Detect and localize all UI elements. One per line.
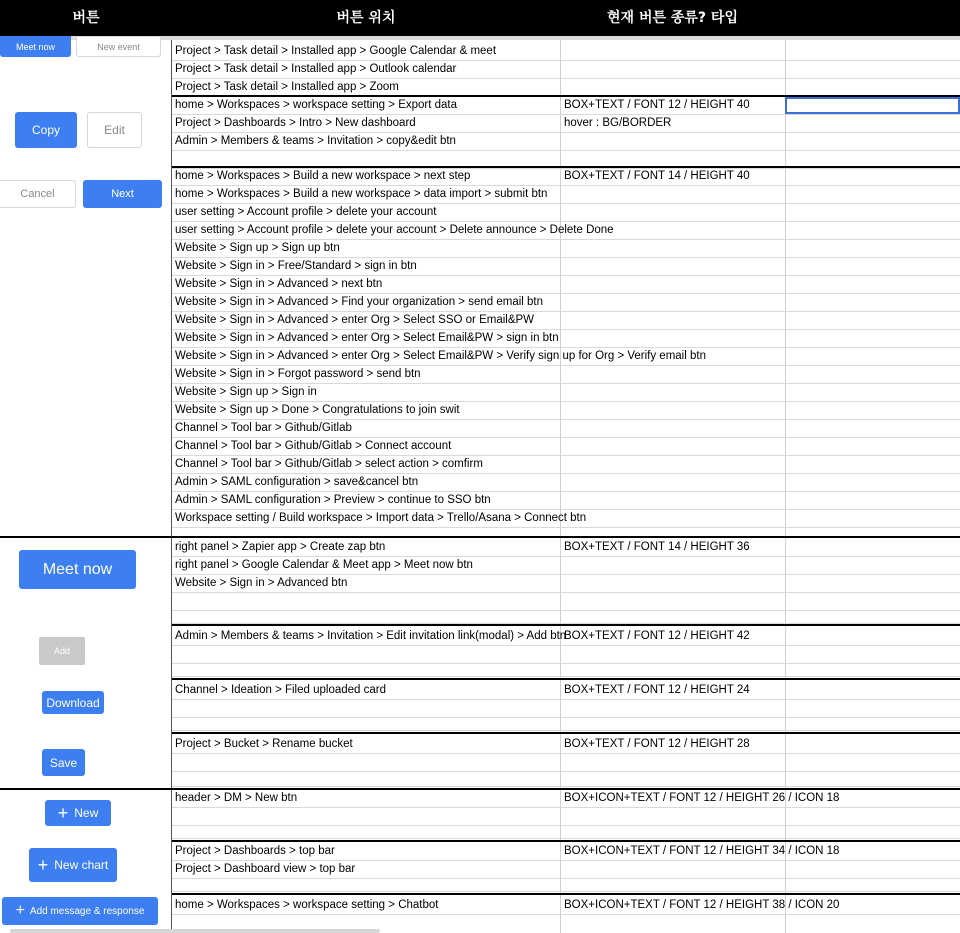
table-row: Website > Sign in > Advanced > enter Org > Select Email&PW > sign in btn — [172, 330, 960, 348]
table-row — [172, 754, 960, 772]
add-message-response-button[interactable] — [2, 897, 158, 925]
section-divider — [172, 732, 960, 734]
type-label: BOX+ICON+TEXT / FONT 12 / HEIGHT 26 / ICON 18 — [564, 792, 840, 804]
table-row — [172, 700, 960, 718]
table-row: right panel > Zapier app > Create zap btn BOX+TEXT / FONT 14 / HEIGHT 36 — [172, 539, 960, 557]
download-button[interactable]: Download — [42, 691, 104, 714]
table-row: home > Workspaces > Build a new workspace > data import > submit btn — [172, 186, 960, 204]
type-label: BOX+TEXT / FONT 12 / HEIGHT 42 — [564, 630, 750, 642]
table-row: header > DM > New btn BOX+ICON+TEXT / FONT 12 / HEIGHT 26 / ICON 18 — [172, 790, 960, 808]
section-divider — [172, 624, 960, 626]
type-label: BOX+TEXT / FONT 14 / HEIGHT 40 — [564, 170, 750, 182]
table-row — [172, 879, 960, 892]
cancel-button[interactable]: Cancel — [0, 180, 76, 208]
section-divider — [172, 678, 960, 680]
table-row: Channel > Tool bar > Github/Gitlab — [172, 420, 960, 438]
type-label: BOX+TEXT / FONT 12 / HEIGHT 40 — [564, 99, 750, 111]
table-row — [172, 611, 960, 624]
table-row: Project > Task detail > Installed app > Outlook calendar — [172, 61, 960, 79]
table-row: Project > Dashboard view > top bar — [172, 861, 960, 879]
header-type-column: 현재 버튼 종류? 타입 — [607, 10, 738, 26]
table-row: Website > Sign up > Done > Congratulations to join swit — [172, 402, 960, 420]
next-button[interactable]: Next — [83, 180, 162, 208]
table-row — [172, 593, 960, 611]
selected-cell[interactable] — [785, 97, 960, 114]
table-row — [172, 718, 960, 731]
table-row: home > Workspaces > workspace setting > Export data BOX+TEXT / FONT 12 / HEIGHT 40 — [172, 97, 960, 115]
meet-now-small-button[interactable]: Meet now — [0, 36, 71, 57]
section-divider — [172, 893, 960, 895]
add-message-button-label: Add message & response — [29, 905, 145, 917]
table-header — [0, 0, 960, 36]
new-button[interactable] — [45, 800, 111, 826]
table-row: Website > Sign in > Advanced > next btn — [172, 276, 960, 294]
type-label: BOX+TEXT / FONT 14 / HEIGHT 36 — [564, 541, 750, 553]
plus-icon: + — [37, 855, 49, 875]
table-row: home > Workspaces > Build a new workspace > next step BOX+TEXT / FONT 14 / HEIGHT 40 — [172, 168, 960, 186]
table-row: Channel > Ideation > Filed uploaded card BOX+TEXT / FONT 12 / HEIGHT 24 — [172, 682, 960, 700]
type-label: BOX+TEXT / FONT 12 / HEIGHT 28 — [564, 738, 750, 750]
new-button-label: New — [74, 806, 99, 820]
table-row: Website > Sign in > Forgot password > send btn — [172, 366, 960, 384]
type-label: BOX+ICON+TEXT / FONT 12 / HEIGHT 34 / ICON 18 — [564, 845, 840, 857]
section-divider — [0, 536, 172, 538]
table-row: Website > Sign in > Free/Standard > sign in btn — [172, 258, 960, 276]
table-row — [172, 772, 960, 787]
table-row: user setting > Account profile > delete your account > Delete announce > Delete Done — [172, 222, 960, 240]
table-row: Admin > SAML configuration > Preview > continue to SSO btn — [172, 492, 960, 510]
table-row — [172, 826, 960, 839]
header-location-column: 버튼 위치 — [336, 10, 396, 26]
section-divider — [172, 840, 960, 842]
meet-now-large-button[interactable]: Meet now — [19, 550, 136, 589]
table-row: Channel > Tool bar > Github/Gitlab > select action > comfirm — [172, 456, 960, 474]
table-row: Admin > Members & teams > Invitation > copy&edit btn — [172, 133, 960, 151]
table-row: Project > Dashboards > Intro > New dashboard hover : BG/BORDER — [172, 115, 960, 133]
table-row: Website > Sign up > Sign in — [172, 384, 960, 402]
header-button-column: 버튼 — [72, 10, 100, 26]
table-row: right panel > Google Calendar & Meet app > Meet now btn — [172, 557, 960, 575]
table-row: home > Workspaces > workspace setting > Chatbot BOX+ICON+TEXT / FONT 12 / HEIGHT 38 / ICON 20 — [172, 897, 960, 915]
new-event-button[interactable]: New event — [76, 36, 161, 57]
table-row: Admin > SAML configuration > save&cancel btn — [172, 474, 960, 492]
table-row — [172, 808, 960, 826]
table-row — [172, 664, 960, 677]
plus-icon: + — [57, 803, 69, 823]
section-divider — [0, 788, 172, 790]
type-label: BOX+TEXT / FONT 12 / HEIGHT 24 — [564, 684, 750, 696]
table-row: Website > Sign in > Advanced > Find your organization > send email btn — [172, 294, 960, 312]
table-row: Project > Task detail > Installed app > Google Calendar & meet — [172, 43, 960, 61]
horizontal-scrollbar[interactable] — [10, 929, 380, 933]
hover-note: hover : BG/BORDER — [564, 117, 672, 129]
table-row: Website > Sign in > Advanced > enter Org > Select Email&PW > Verify sign up for Org > Verify email btn — [172, 348, 960, 366]
save-button[interactable]: Save — [42, 749, 85, 776]
copy-button[interactable]: Copy — [15, 112, 77, 148]
type-label: BOX+ICON+TEXT / FONT 12 / HEIGHT 38 / ICON 20 — [564, 899, 840, 911]
table-row: Project > Task detail > Installed app > Zoom — [172, 79, 960, 97]
table-row: Workspace setting / Build workspace > Import data > Trello/Asana > Connect btn — [172, 510, 960, 528]
add-button[interactable]: Add — [39, 637, 85, 665]
table-row: Channel > Tool bar > Github/Gitlab > Connect account — [172, 438, 960, 456]
table-row — [172, 646, 960, 664]
section-divider — [172, 536, 960, 538]
table-row: Website > Sign in > Advanced > enter Org > Select SSO or Email&PW — [172, 312, 960, 330]
table-row: Website > Sign in > Advanced btn — [172, 575, 960, 593]
plus-icon: + — [15, 902, 25, 919]
new-chart-button[interactable] — [29, 848, 117, 882]
edit-button[interactable]: Edit — [87, 112, 142, 148]
table-row: Website > Sign up > Sign up btn — [172, 240, 960, 258]
table-row: user setting > Account profile > delete your account — [172, 204, 960, 222]
new-chart-button-label: New chart — [54, 858, 109, 872]
table-row: Admin > Members & teams > Invitation > Edit invitation link(modal) > Add btn BOX+TEXT / FONT 12 / HEIGHT 42 — [172, 628, 960, 646]
table-row: Project > Dashboards > top bar BOX+ICON+TEXT / FONT 12 / HEIGHT 34 / ICON 18 — [172, 843, 960, 861]
table-row: Project > Bucket > Rename bucket BOX+TEXT / FONT 12 / HEIGHT 28 — [172, 736, 960, 754]
